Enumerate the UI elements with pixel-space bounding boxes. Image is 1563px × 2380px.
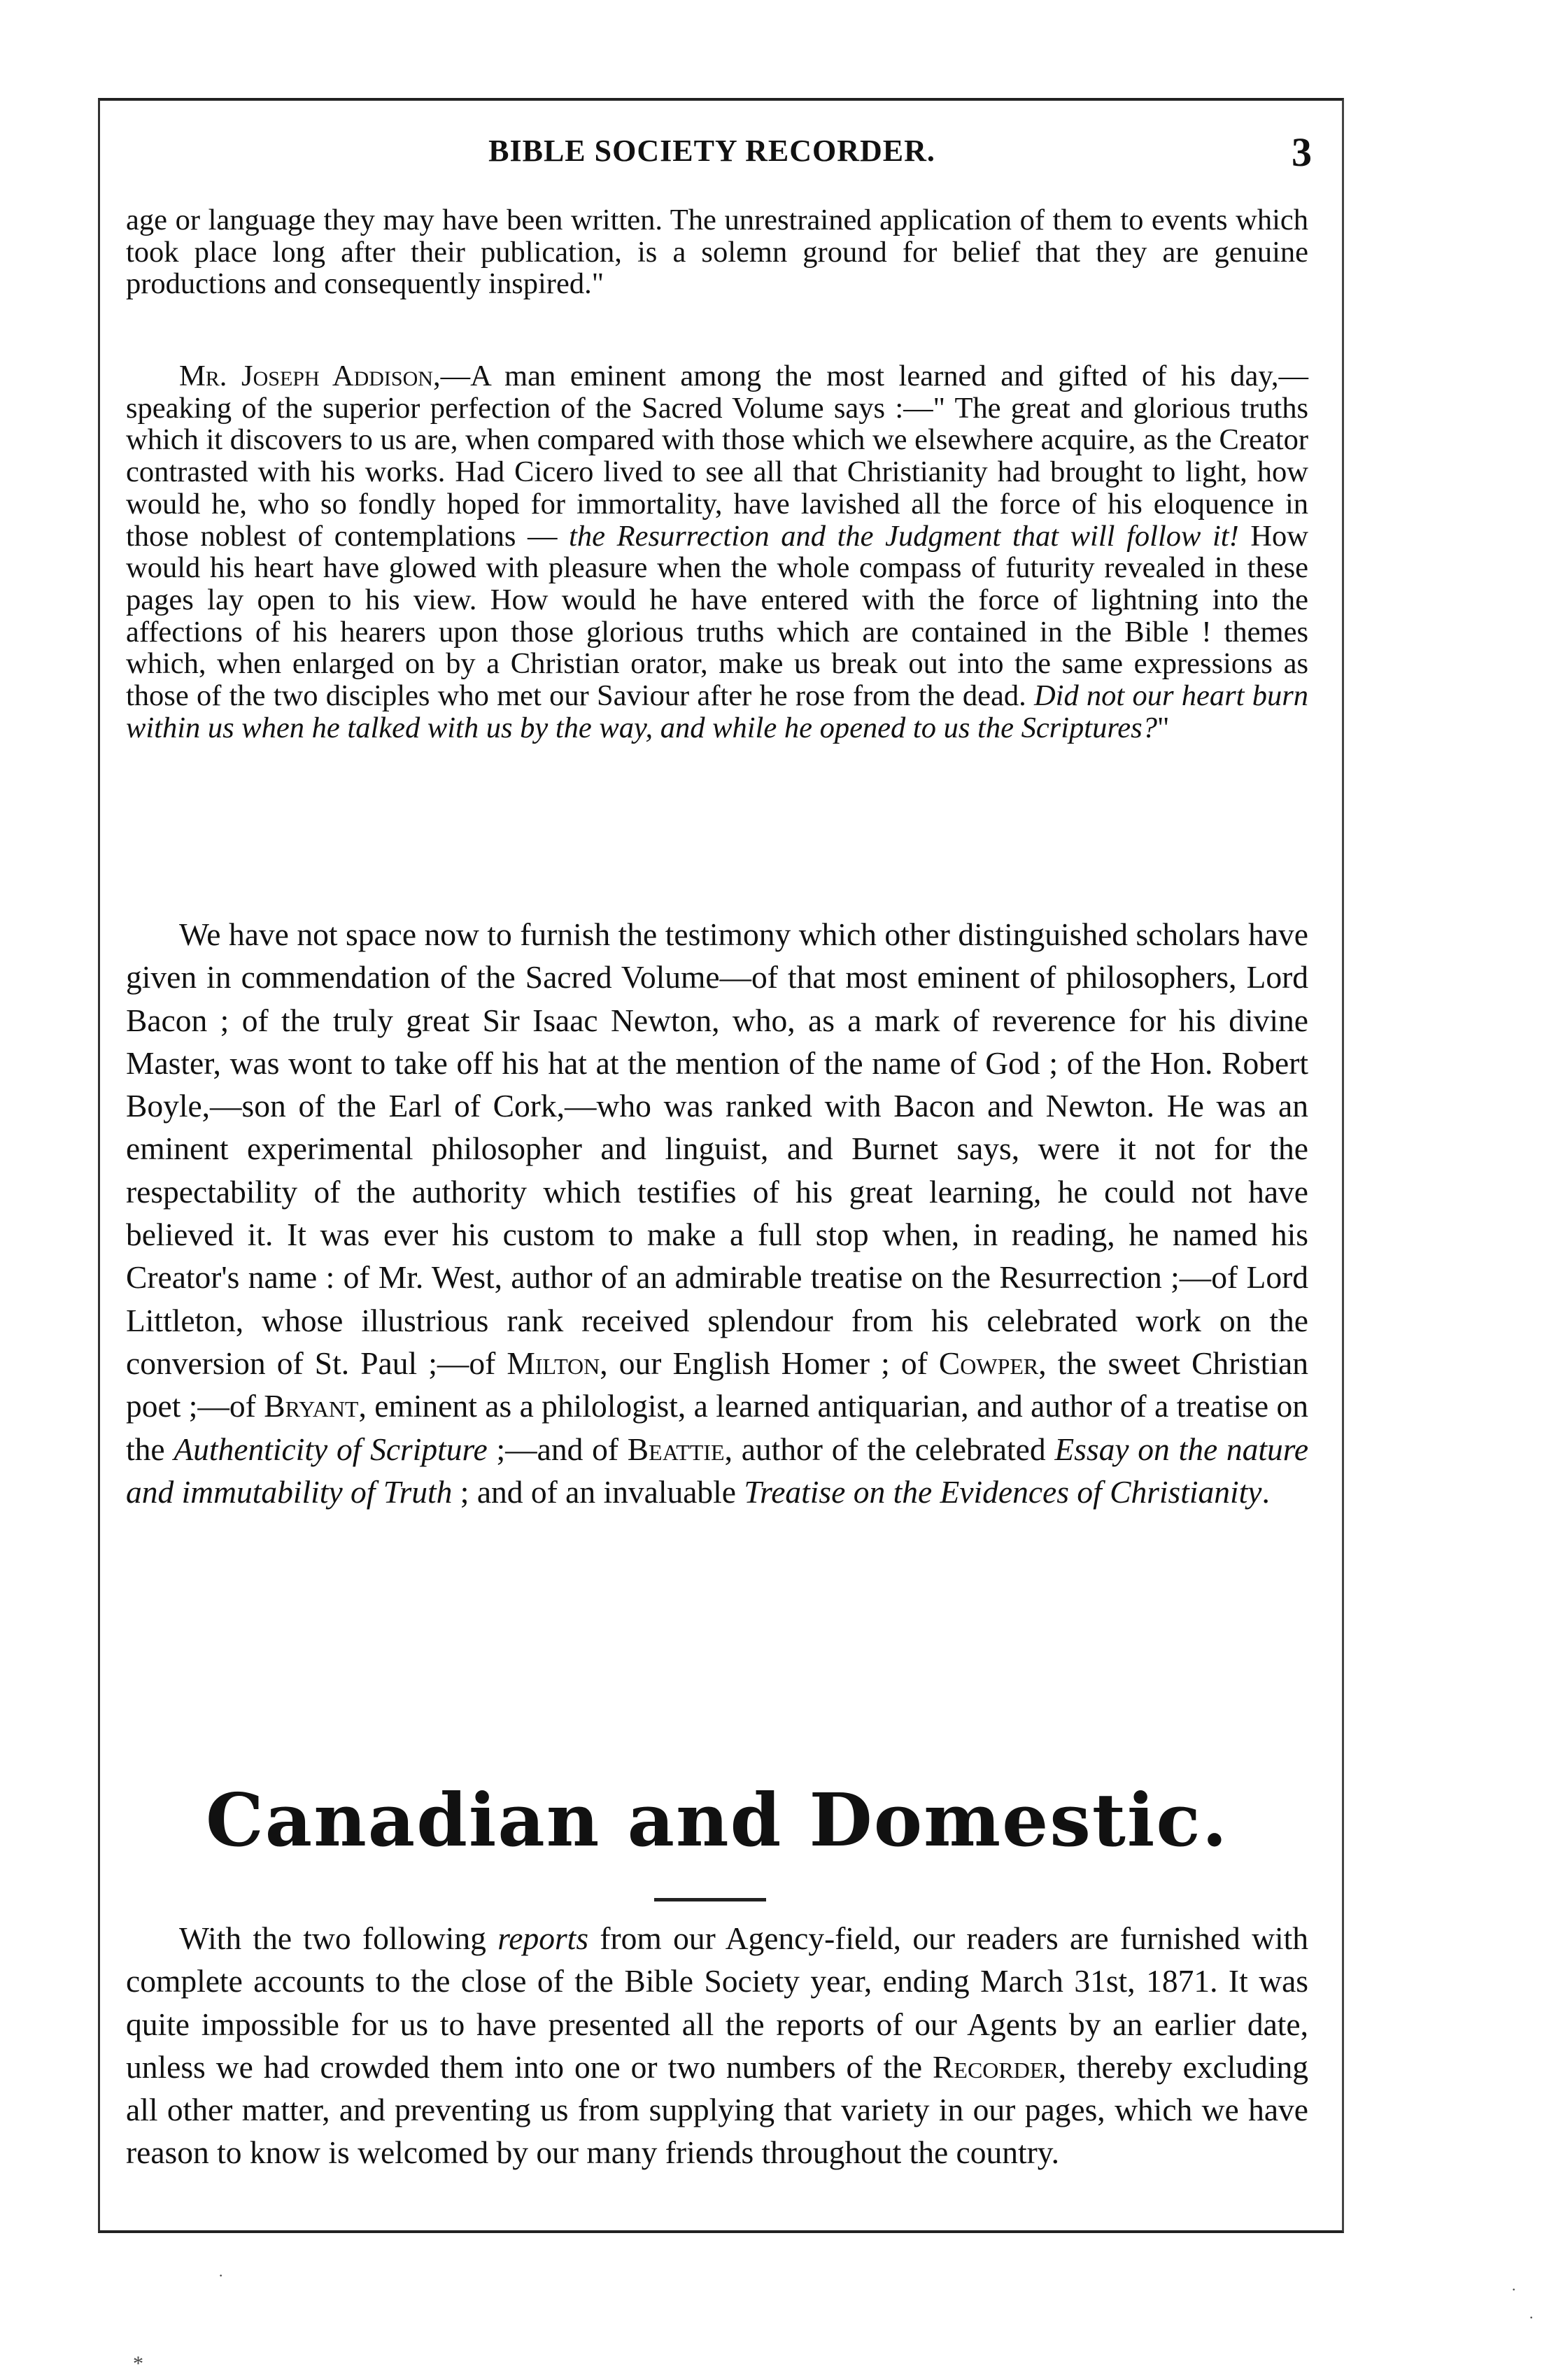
testimony-text: . — [1261, 1473, 1270, 1510]
running-title: BIBLE SOCIETY RECORDER. — [488, 134, 935, 168]
testimony-paragraph — [126, 913, 1308, 1513]
addison-closing: " — [1157, 711, 1170, 744]
testimony-text: ; and of an invaluable — [452, 1473, 744, 1510]
beattie-name: Beattie — [627, 1431, 725, 1467]
print-speck: * — [133, 2352, 143, 2375]
reports-word: reports — [497, 1920, 589, 1956]
testimony-text: We have not space now to furnish the testimony which other distinguished scholars have given in commendation of the Sacred Volume—of that most eminent of philosophers, Lord Bacon ; of the truly great Sir Isaac Newton, who, as a mark of reverence for his divine Master, was wont to take off his hat at the mention of the name of God ; of the Hon. Robert Boyle,—son of the Earl of Cork,—who was ranked with Bacon and Newton. He was an eminent experimental philosopher and linguist, and Burnet says, were it not for the respectability of the authority which testifies of his great learning, he could not have believed it. It was ever his custom to make a full stop when, in reading, he named his Creator's name : of Mr. West, author of an admirable treatise on the Resurrection ;—of Lord Littleton, whose illustrious rank received splendour from his celebrated work on the conversion of St. Paul ;—of — [126, 916, 1308, 1381]
addison-text-2: How would his heart have glowed with pleasure when the whole compass of futurity revealed in these pages lay open to his view. How would he have entered with the force of lightning into the affections of his hearers upon those glorious truths which are contained in the Bible ! themes which, when enlarged on by a Christian orator, make us break out into the same expressions as those of the two disciples who met our Saviour after he rose from the dead. — [126, 519, 1308, 713]
addison-italic-1: the Resurrection and the Judgment that will follow it! — [569, 519, 1239, 553]
print-speck: · — [218, 2267, 224, 2284]
addison-italic-2: Did not our heart burn within us when he talked with us by the way, and while he opened to us the Scriptures? — [126, 679, 1308, 744]
treatise-title: Treatise on the Evidences of Christianity — [744, 1473, 1262, 1510]
cowper-name: Cowper — [938, 1345, 1039, 1381]
essay-title: Essay on the nature and immutability of Truth — [126, 1431, 1309, 1510]
testimony-text: , the sweet Christian poet ;—of — [126, 1345, 1308, 1424]
intro-text: , thereby excluding all other matter, and preventing us from supplying that variety in our pages, which we have reason to know is welcomed by our many friends throughout the country. — [126, 2048, 1308, 2171]
addison-paragraph — [126, 360, 1308, 744]
print-speck: · — [1511, 2281, 1517, 2298]
intro-paragraph — [126, 1917, 1308, 2174]
section-heading: Canadian and Domestic. — [206, 1777, 1229, 1863]
authenticity-title: Authenticity of Scripture — [174, 1431, 488, 1467]
testimony-text: , our English Homer ; of — [600, 1345, 939, 1381]
quote-continuation — [126, 204, 1308, 300]
quote-paragraph: age or language they may have been written. The unrestrained application of them to events which took place long after their publication, is a solemn ground for belief that they are genuine productions and consequently inspired." — [126, 204, 1308, 301]
recorder-name: Recorder — [933, 2048, 1059, 2085]
addison-name: Mr. Joseph Addison, — [179, 360, 441, 392]
testimony-text: , eminent as a philologist, a learned antiquarian, and author of a treatise on the — [126, 1388, 1308, 1467]
page-number: 3 — [1292, 129, 1312, 175]
bryant-name: Bryant — [264, 1388, 359, 1424]
addison-text-1: —A man eminent among the most learned and gifted of his day,—speaking of the superior perfection of the Sacred Volume says :—" The great and glorious truths which it discovers to us are, when compared with those which we elsewhere acquire, as the Creator contrasted with his works. Had Cicero lived to see all that Christianity had brought to light, how would he, who so fondly hoped for immortality, have lavished all the force of his eloquence in those noblest of contemplations — — [126, 360, 1309, 553]
milton-name: Milton — [507, 1345, 600, 1381]
intro-text: With the two following — [179, 1920, 498, 1956]
intro-text: from our Agency-field, our readers are furnished with complete accounts to the close of the Bible Society year, ending March 31st, 1871. It was quite impossible for us to have presented all the reports of our Agents by an earlier date, unless we had crowded them into one or two numbers of the — [126, 1920, 1308, 2085]
testimony-text: , author of the celebrated — [724, 1431, 1055, 1467]
running-head — [112, 129, 1312, 182]
section-rule — [654, 1898, 766, 1901]
testimony-text: ;—and of — [487, 1431, 628, 1467]
print-speck: · — [1529, 2309, 1534, 2326]
